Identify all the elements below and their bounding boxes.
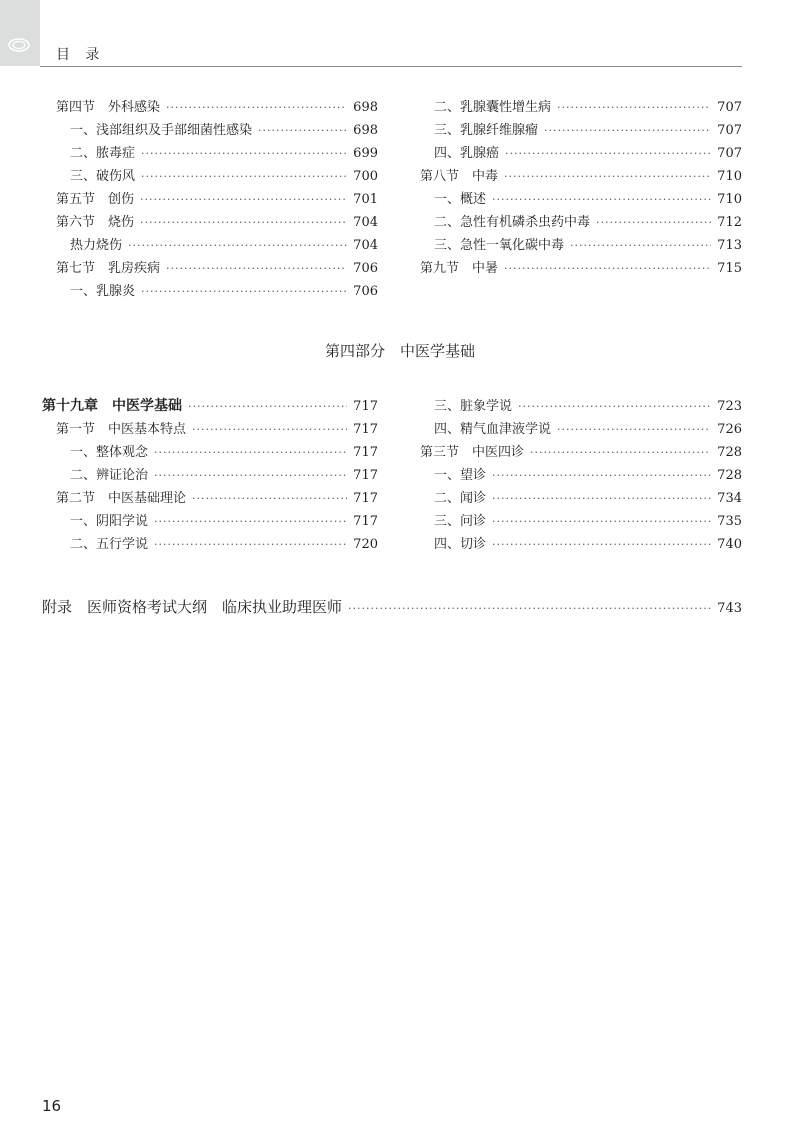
- toc-entry-label: 二、乳腺囊性增生病: [434, 100, 552, 115]
- toc-entry-label: 第六节 烧伤: [56, 215, 135, 230]
- leader-dots: [258, 124, 347, 137]
- leader-dots: [140, 216, 347, 229]
- toc-entry[interactable]: [42, 418, 378, 441]
- toc-entry-page: 707: [717, 123, 742, 138]
- toc-entry[interactable]: [420, 418, 742, 441]
- toc-entry[interactable]: [42, 464, 378, 487]
- toc-entry-page: 706: [353, 284, 378, 299]
- toc-entry-page: 706: [353, 261, 378, 276]
- leader-dots: [504, 170, 711, 183]
- publisher-logo-icon: [8, 38, 30, 52]
- toc-chapter-entry[interactable]: [42, 395, 378, 418]
- toc-entry-page: 704: [353, 215, 378, 230]
- toc-entry[interactable]: [420, 96, 742, 119]
- toc-entry-label: 第三节 中医四诊: [420, 445, 525, 460]
- toc-entry-page: 699: [353, 146, 378, 161]
- toc-entry-label: 第一节 中医基本特点: [56, 422, 187, 437]
- page-number: 16: [42, 1097, 62, 1115]
- toc-entry-page: 735: [717, 514, 742, 529]
- toc-entry[interactable]: [420, 119, 742, 142]
- toc-entry[interactable]: [420, 211, 742, 234]
- toc-entry-label: 一、阴阳学说: [70, 514, 149, 529]
- toc-entry-page: 717: [353, 422, 378, 437]
- toc-entry[interactable]: [420, 165, 742, 188]
- toc-entry-page: 720: [353, 537, 378, 552]
- toc-entry-page: 704: [353, 238, 378, 253]
- toc-entry-page: 726: [717, 422, 742, 437]
- toc-entry-label: 第八节 中毒: [420, 169, 499, 184]
- toc-entry-label: 二、闻诊: [434, 491, 487, 506]
- leader-dots: [557, 423, 711, 436]
- leader-dots: [530, 446, 711, 459]
- leader-dots: [154, 515, 347, 528]
- leader-dots: [492, 538, 711, 551]
- toc-entry-page: 701: [353, 192, 378, 207]
- toc-entry[interactable]: [420, 395, 742, 418]
- toc-entry-label: 第二节 中医基础理论: [56, 491, 187, 506]
- toc-entry-label: 一、概述: [434, 192, 487, 207]
- toc-entry[interactable]: [42, 119, 378, 142]
- toc-bottom-right-column: [420, 395, 742, 556]
- toc-entry-page: 723: [717, 399, 742, 414]
- toc-entry-page: 707: [717, 100, 742, 115]
- toc-entry[interactable]: [42, 280, 378, 303]
- leader-dots: [188, 400, 347, 413]
- leader-dots: [518, 400, 711, 413]
- toc-entry-label: 四、乳腺癌: [434, 146, 500, 161]
- leader-dots: [492, 492, 711, 505]
- toc-entry-label: 第九节 中暑: [420, 261, 499, 276]
- toc-entry-label: 三、脏象学说: [434, 399, 513, 414]
- leader-dots: [544, 124, 711, 137]
- header-rule: [40, 66, 742, 67]
- leader-dots: [492, 469, 711, 482]
- toc-entry-label: 第七节 乳房疾病: [56, 261, 161, 276]
- appendix-label: 附录 医师资格考试大纲 临床执业助理医师: [42, 598, 343, 616]
- toc-entry[interactable]: [420, 441, 742, 464]
- toc-entry-page: 740: [717, 537, 742, 552]
- toc-top-left-column: [42, 96, 378, 303]
- leader-dots: [141, 147, 347, 160]
- appendix-entry[interactable]: [42, 596, 742, 619]
- toc-entry-label: 第四节 外科感染: [56, 100, 161, 115]
- toc-bottom-left-column: [42, 395, 378, 556]
- toc-entry[interactable]: [42, 441, 378, 464]
- toc-entry[interactable]: [42, 257, 378, 280]
- toc-entry[interactable]: [42, 234, 378, 257]
- toc-entry-label: 热力烧伤: [70, 238, 123, 253]
- toc-entry-label: 一、乳腺炎: [70, 284, 136, 299]
- toc-entry[interactable]: [420, 142, 742, 165]
- toc-entry-label: 四、切诊: [434, 537, 487, 552]
- leader-dots: [505, 147, 711, 160]
- toc-entry-page: 712: [717, 215, 742, 230]
- toc-entry-page: 715: [717, 261, 742, 276]
- toc-entry-page: 717: [353, 468, 378, 483]
- part-title: 第四部分 中医学基础: [324, 342, 475, 360]
- toc-entry-label: 一、浅部组织及手部细菌性感染: [70, 123, 253, 138]
- leader-dots: [166, 101, 347, 114]
- leader-dots: [192, 423, 347, 436]
- leader-dots: [141, 285, 347, 298]
- appendix-page: 743: [717, 601, 742, 616]
- toc-entry-label: 二、辨证论治: [70, 468, 149, 483]
- toc-entry-label: 第十九章 中医学基础: [42, 398, 182, 414]
- leader-dots: [492, 515, 711, 528]
- toc-entry[interactable]: [420, 487, 742, 510]
- toc-entry-label: 一、整体观念: [70, 445, 149, 460]
- leader-dots: [570, 239, 711, 252]
- header-title: 目 录: [56, 47, 101, 63]
- toc-entry-page: 707: [717, 146, 742, 161]
- leader-dots: [596, 216, 711, 229]
- toc-entry[interactable]: [420, 464, 742, 487]
- leader-dots: [141, 170, 347, 183]
- toc-entry[interactable]: [42, 165, 378, 188]
- leader-dots: [192, 492, 347, 505]
- toc-entry-label: 三、急性一氧化碳中毒: [434, 238, 565, 253]
- toc-entry-label: 三、破伤风: [70, 169, 136, 184]
- toc-entry-page: 698: [353, 123, 378, 138]
- header-tab: [0, 0, 40, 66]
- leader-dots: [154, 446, 347, 459]
- toc-entry-page: 717: [353, 445, 378, 460]
- toc-entry[interactable]: [420, 234, 742, 257]
- toc-entry-label: 二、急性有机磷杀虫药中毒: [434, 215, 591, 230]
- leader-dots: [492, 193, 711, 206]
- toc-entry-label: 四、精气血津液学说: [434, 422, 552, 437]
- toc-entry-page: 717: [353, 514, 378, 529]
- toc-entry-label: 二、脓毒症: [70, 146, 136, 161]
- toc-entry-page: 700: [353, 169, 378, 184]
- toc-entry[interactable]: [42, 142, 378, 165]
- toc-entry-label: 一、望诊: [434, 468, 487, 483]
- toc-entry[interactable]: [420, 188, 742, 211]
- toc-entry[interactable]: [420, 257, 742, 280]
- appendix-entry-wrapper: [42, 596, 742, 619]
- leader-dots: [348, 602, 711, 615]
- toc-entry-page: 710: [717, 192, 742, 207]
- leader-dots: [128, 239, 347, 252]
- toc-entry-page: 728: [717, 445, 742, 460]
- toc-entry-label: 第五节 创伤: [56, 192, 135, 207]
- toc-entry[interactable]: [42, 487, 378, 510]
- toc-entry[interactable]: [42, 510, 378, 533]
- leader-dots: [154, 469, 347, 482]
- toc-entry-page: 717: [353, 491, 378, 506]
- toc-entry-label: 二、五行学说: [70, 537, 149, 552]
- toc-entry[interactable]: [420, 533, 742, 556]
- leader-dots: [154, 538, 347, 551]
- toc-entry[interactable]: [42, 96, 378, 119]
- leader-dots: [140, 193, 347, 206]
- toc-entry[interactable]: [42, 211, 378, 234]
- toc-entry-page: 713: [717, 238, 742, 253]
- leader-dots: [504, 262, 711, 275]
- toc-entry-page: 698: [353, 100, 378, 115]
- leader-dots: [557, 101, 711, 114]
- toc-entry-label: 三、问诊: [434, 514, 487, 529]
- toc-entry[interactable]: [420, 510, 742, 533]
- toc-entry-label: 三、乳腺纤维腺瘤: [434, 123, 539, 138]
- leader-dots: [166, 262, 347, 275]
- toc-entry-page: 734: [717, 491, 742, 506]
- toc-top-right-column: [420, 96, 742, 280]
- toc-entry-page: 728: [717, 468, 742, 483]
- toc-entry[interactable]: [42, 188, 378, 211]
- toc-entry[interactable]: [42, 533, 378, 556]
- toc-entry-page: 710: [717, 169, 742, 184]
- toc-entry-page: 717: [353, 399, 378, 414]
